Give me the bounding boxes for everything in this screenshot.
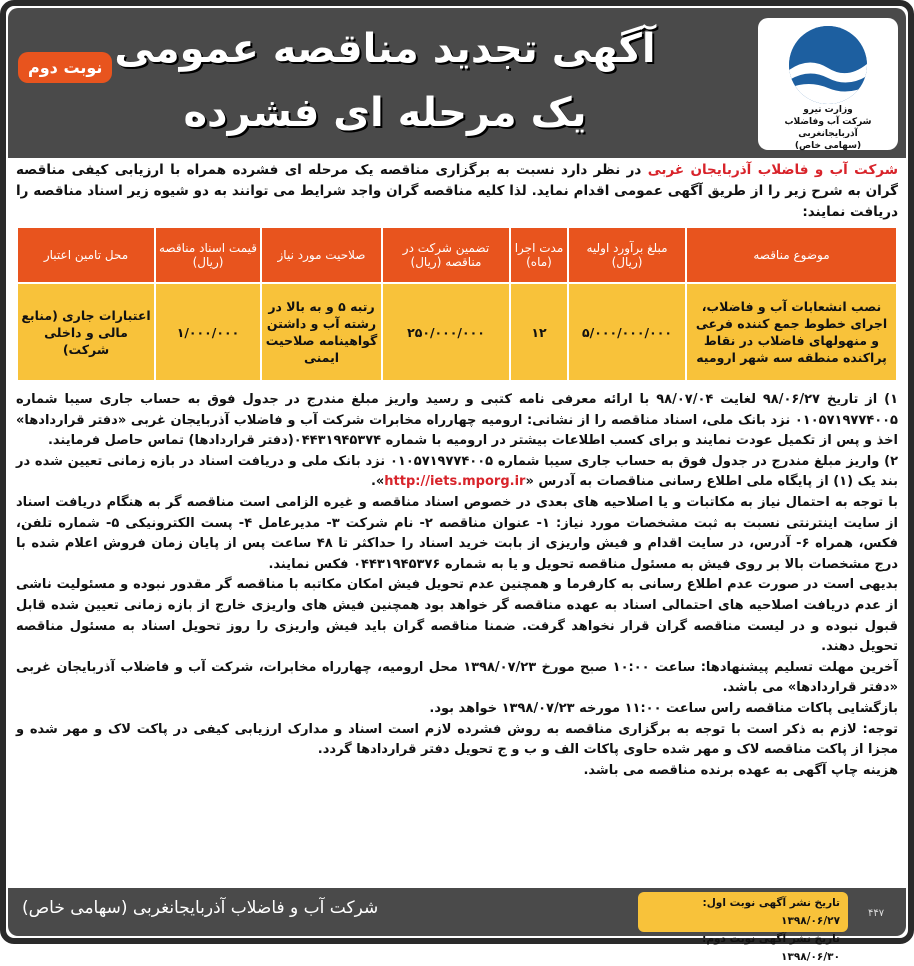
paragraph-method-1: ۱) از تاریخ ۹۸/۰۶/۲۷ لغایت ۹۸/۰۷/۰۴ با ارائه معرفی نامه کتبی و رسید واریز مبلغ مندرج در جدول فوق به حساب جاری سیبا شماره ۰۱۰۵۷۱۹۷۷۴۰۰۵ نزد بانک ملی، اسناد مناقصه را از نشانی: ارومیه چهارراه مخابرات شرکت آب و فاضلاب آذربایجان غربی «دفتر قراردادها» اخذ و پس از تکمیل عودت نمایند و برای کسب اطلاعات بیشتر در ارومیه با شماره ۰۴۴۳۱۹۴۵۳۷۴(دفتر قراردادها) تماس حاصل فرمایند. (16, 392, 899, 449)
ad-title-line2: یک مرحله ای فشرده (183, 90, 587, 136)
tender-table (16, 226, 898, 382)
cell-doc-price: ۱/۰۰۰/۰۰۰ (155, 283, 261, 381)
col-header-qualification: صلاحیت مورد نیاز (261, 227, 382, 283)
method-2-end: ». (370, 474, 385, 490)
intro-text: در نظر دارد نسبت به برگزاری مناقصه یک مرحله ای فشرده همراه با ارزیابی کیفی مناقصه گران به شرح زیر را از طریق آگهی عمومی اقدام نماید. لذا کلیه مناقصه گران واجد شرایط می توانند به دو شیوه زیر اسناد مناقصه را دریافت نمایند: (16, 162, 898, 220)
logo-line-ministry: وزارت نیرو (803, 105, 853, 115)
col-header-guarantee: تضمین شرکت در مناقصه (ریال) (382, 227, 510, 283)
cell-qualification: رتبه ۵ و به بالا در رشته آب و داشتن گواهینامه صلاحیت ایمنی (261, 283, 382, 381)
cell-subject: نصب انشعابات آب و فاضلاب، اجرای خطوط جمع کننده فرعی و منهولهای فاضلاب در نقاط پراکنده منطقه سه شهر ارومیه (686, 283, 897, 381)
paragraph-cost: هزینه چاپ آگهی به عهده برنده مناقصه می باشد. (583, 762, 898, 778)
table-row (17, 283, 897, 381)
ad-title-line1: آگهی تجدید مناقصه عمومی (114, 26, 656, 72)
paragraph-method-2 (16, 452, 898, 493)
col-header-duration: مدت اجرا (ماه) (510, 227, 568, 283)
publication-date-2: تاریخ نشر آگهی نوبت دوم: ۱۳۹۸/۰۶/۳۰ (702, 933, 840, 963)
ad-header (8, 8, 906, 158)
paragraph-note: توجه: لازم به ذکر است با توجه به برگزاری مناقصه به روش فشرده لازم است اسناد و مدارک ارزیابی کیفی در پاکت لاک و مهر شده و مجزا از پاکت مناقصه لاک و مهر شده حاوی پاکات الف و ب و ج تحویل دفتر قراردادها گردد. (16, 721, 898, 758)
method-2-text: ۲) واریز مبلغ مندرج در جدول فوق به حساب جاری سیبا شماره ۰۱۰۵۷۱۹۷۷۴۰۰۵ نزد بانک ملی و دریافت اسناد در بازه زمانی تعیین شده در بند یک (۱) از پایگاه ملی اطلاع رسانی مناقصات به آدرس « (16, 453, 898, 490)
ad-body (16, 390, 898, 781)
paragraph-opening: بازگشایی پاکات مناقصه راس ساعت ۱۱:۰۰ مورخه ۱۳۹۸/۰۷/۲۳ خواهد بود. (429, 700, 898, 716)
title-area (20, 12, 750, 158)
paragraph-responsibility: بدیهی است در صورت عدم اطلاع رسانی به کارفرما و همچنین عدم تحویل فیش امکان مکاتبه با مناقصه گر مقدور نبوده و مسئولیت ناشی از عدم دریافت اصلاحیه های احتمالی اسناد به عهده مناقصه گر خواهد بود همچنین فیش های واریزی خارج از بازه زمانی تعیین شده قابل قبول نبوده و در لیست مناقصه گران قرار نخواهد گرفت. ضمنا مناقصه گران باید فیش واریزی را روز تحویل اسناد به مسئول مناقصه تحویل دهند. (16, 577, 898, 655)
publication-date-1: تاریخ نشر آگهی نوبت اول: ۱۳۹۸/۰۶/۲۷ (702, 897, 840, 927)
col-header-doc-price: قیمت اسناد مناقصه (ریال) (155, 227, 261, 283)
ad-footer (8, 888, 906, 963)
paragraph-deadline: آخرین مهلت تسلیم پیشنهادها: ساعت ۱۰:۰۰ صبح مورخ ۱۳۹۸/۰۷/۲۳ محل ارومیه، چهارراه مخابرات، شرکت آب و فاضلاب آذربایجان غربی «دفتر قراردادها» می باشد. (16, 659, 898, 696)
cell-guarantee: ۲۵۰/۰۰۰/۰۰۰ (382, 283, 510, 381)
ad-code: ۴۴۷ (868, 908, 885, 919)
company-logo (758, 18, 898, 150)
footer-company: شرکت آب و فاضلاب آذربایجانغربی (سهامی خاص) (22, 898, 379, 918)
col-header-estimate: مبلغ برآورد اولیه (ریال) (568, 227, 686, 283)
cell-duration: ۱۲ (510, 283, 568, 381)
water-drop-icon (789, 26, 867, 104)
paragraph-registration: با توجه به احتمال نیاز به مکاتبات و یا اصلاحیه های بعدی در خصوص اسناد مناقصه و غیره الزامی است مناقصه گر به هنگام دریافت اسناد از سایت اینترنتی نسبت به ثبت مشخصات مورد نیاز: ۱- عنوان مناقصه ۲- نام شرکت ۳- مدیرعامل ۴- پست الکترونیکی ۵- شماره تلفن، فکس، همراه ۶- آدرس، در سایت اقدام و فیش واریزی از بابت خرید اسناد را حداکثر تا ۴۸ ساعت پس از پایان زمان فروش اعلام شده با درج مشخصات بالا بر روی فیش به مسئول مناقصه تحویل و یا به شماره ۰۴۴۳۱۹۴۵۳۷۶ فکس نمایند. (16, 494, 898, 572)
col-header-subject: موضوع مناقصه (686, 227, 897, 283)
logo-line-type: (سهامی خاص) (794, 141, 862, 151)
intro-paragraph (16, 160, 898, 223)
col-header-funding: محل تامین اعتبار (17, 227, 155, 283)
cell-estimate: ۵/۰۰۰/۰۰۰/۰۰۰ (568, 283, 686, 381)
table-header-row (17, 227, 897, 283)
tender-website-link[interactable]: http://iets.mporg.ir (384, 474, 526, 490)
logo-line-company: شرکت آب وفاضلاب آذربایجانغربی (784, 117, 872, 139)
intro-company-name: شرکت آب و فاضلاب آذربایجان غربی (647, 162, 898, 178)
publication-dates (638, 892, 848, 963)
cell-funding: اعتبارات جاری (منابع مالی و داخلی شرکت) (17, 283, 155, 381)
round-badge: نوبت دوم (18, 52, 112, 83)
